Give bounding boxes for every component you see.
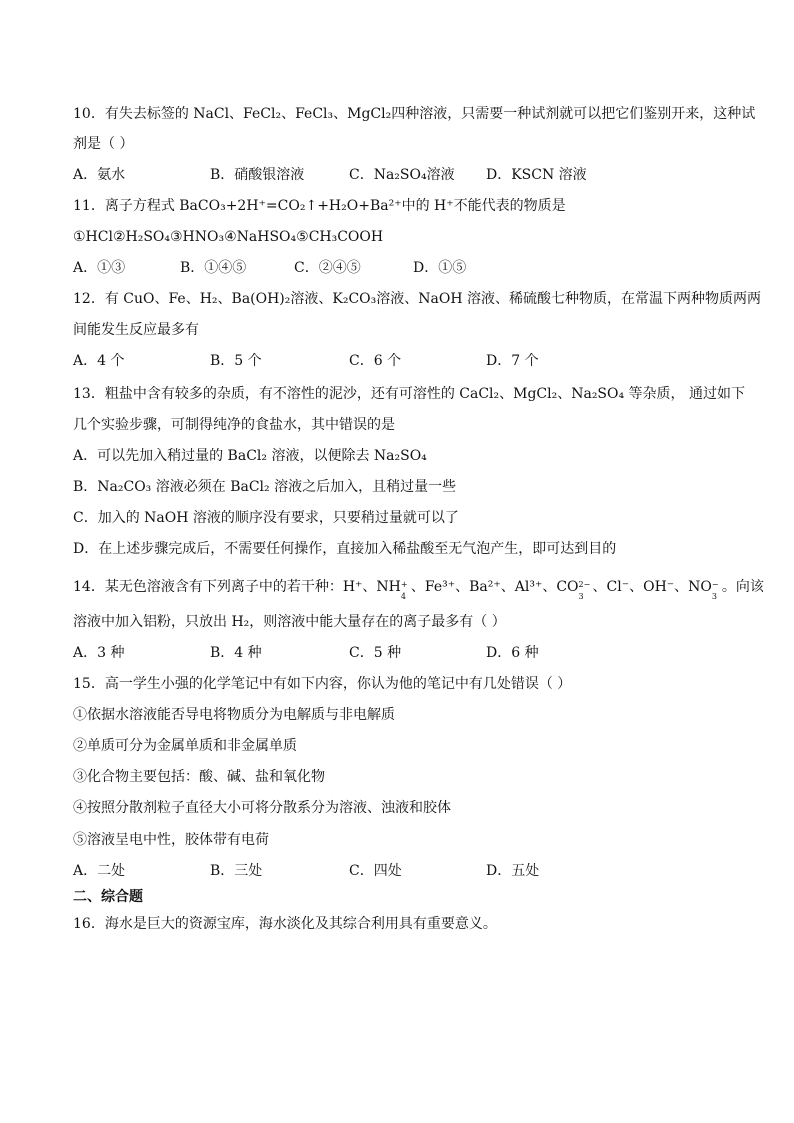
q15-option-c: C．四处 — [349, 863, 402, 879]
nh4-sup: + — [400, 580, 408, 589]
q11-option-a: A．①③ — [73, 260, 126, 276]
q16-stem-line1: 16．海水是巨大的资源宝库，海水淡化及其综合利用具有重要意义。 — [73, 916, 497, 932]
q14-text-b: 、Fe³⁺、Ba²⁺、Al³⁺、CO — [410, 579, 579, 595]
q14-option-a: A．3 种 — [73, 645, 125, 661]
q14-option-b: B．4 种 — [210, 645, 262, 661]
q11-stem-line1: 11．离子方程式 BaCO₃+2H⁺=CO₂↑+H₂O+Ba²⁺中的 H⁺不能代表的物质是 — [73, 198, 566, 214]
nh4-sub: 4 — [400, 592, 406, 601]
q13-option-d: D．在上述步骤完成后，不需要任何操作，直接加入稀盐酸至无气泡产生，即可达到目的 — [73, 541, 617, 557]
no3-charge — [711, 579, 722, 601]
co3-sub: 3 — [578, 592, 584, 601]
no3-sub: 3 — [711, 592, 718, 601]
q11-option-c: C．②④⑤ — [294, 260, 361, 276]
q10-stem-line2: 剂是（ ） — [73, 136, 134, 152]
co3-charge — [578, 579, 593, 601]
q10-option-a: A．氨水 — [73, 167, 126, 183]
q12-stem-line2: 间能发生反应最多有 — [73, 322, 199, 338]
q15-item-4: ④按照分散剂粒子直径大小可将分散系分为溶液、浊液和胶体 — [73, 800, 451, 816]
q12-option-a: A．4 个 — [73, 353, 125, 369]
q13-option-c: C．加入的 NaOH 溶液的顺序没有要求，只要稍过量就可以了 — [73, 510, 459, 526]
q13-option-b: B．Na₂CO₃ 溶液必须在 BaCl₂ 溶液之后加入，且稍过量一些 — [73, 479, 457, 495]
q12-option-b: B．5 个 — [210, 353, 262, 369]
q14-option-c: C．5 种 — [349, 645, 402, 661]
q10-option-d: D．KSCN 溶液 — [486, 167, 587, 183]
q15-stem-line1: 15．高一学生小强的化学笔记中有如下内容，你认为他的笔记中有几处错误（ ） — [73, 676, 572, 692]
nh4-charge — [400, 579, 411, 601]
q12-stem-line1: 12．有 CuO、Fe、H₂、Ba(OH)₂溶液、K₂CO₃溶液、NaOH 溶液、稀硫酸七种物质，在常温下两种物质两两 — [73, 291, 761, 307]
q10-option-b: B．硝酸银溶液 — [210, 167, 305, 183]
q12-option-c: C．6 个 — [349, 353, 402, 369]
q15-option-b: B．三处 — [210, 863, 263, 879]
no3-sup: − — [711, 580, 719, 589]
section-title: 二、综合题 — [73, 889, 143, 905]
q11-stem-line2: ①HCl②H₂SO₄③HNO₃④NaHSO₄⑤CH₃COOH — [73, 229, 384, 245]
q14-stem-line1 — [73, 577, 764, 601]
q15-option-d: D．五处 — [486, 863, 540, 879]
q15-item-2: ②单质可分为金属单质和非金属单质 — [73, 738, 297, 754]
q13-stem-line2: 几个实验步骤，可制得纯净的食盐水，其中错误的是 — [73, 417, 395, 433]
q14-text-a: 14．某无色溶液含有下列离子中的若干种：H⁺、NH — [73, 579, 401, 595]
q14-option-d: D．6 种 — [486, 645, 539, 661]
co3-sup: 2− — [578, 580, 591, 589]
q12-option-d: D．7 个 — [486, 353, 539, 369]
q15-item-3: ③化合物主要包括：酸、碱、盐和氧化物 — [73, 769, 325, 785]
q10-option-c: C．Na₂SO₄溶液 — [349, 167, 455, 183]
q11-option-d: D．①⑤ — [413, 260, 467, 276]
q14-stem-line2: 溶液中加入铝粉，只放出 H₂，则溶液中能大量存在的离子最多有（ ） — [73, 614, 506, 630]
q14-text-d: 。向该 — [721, 579, 764, 595]
q13-option-a: A．可以先加入稍过量的 BaCl₂ 溶液，以便除去 Na₂SO₄ — [73, 448, 427, 464]
q13-stem-line1: 13．粗盐中含有较多的杂质，有不溶性的泥沙，还有可溶性的 CaCl₂、MgCl₂、Na₂SO₄ 等杂质， 通过如下 — [73, 386, 746, 402]
q11-option-b: B．①④⑤ — [180, 260, 247, 276]
q15-item-5: ⑤溶液呈电中性，胶体带有电荷 — [73, 832, 269, 848]
q15-option-a: A．二处 — [73, 863, 126, 879]
q10-stem-line1: 10．有失去标签的 NaCl、FeCl₂、FeCl₃、MgCl₂四种溶液，只需要一种试剂就可以把它们鉴别开来，这种试 — [73, 106, 756, 122]
q15-item-1: ①依据水溶液能否导电将物质分为电解质与非电解质 — [73, 707, 395, 723]
q14-text-c: 、Cl⁻、OH⁻、NO — [592, 579, 712, 595]
